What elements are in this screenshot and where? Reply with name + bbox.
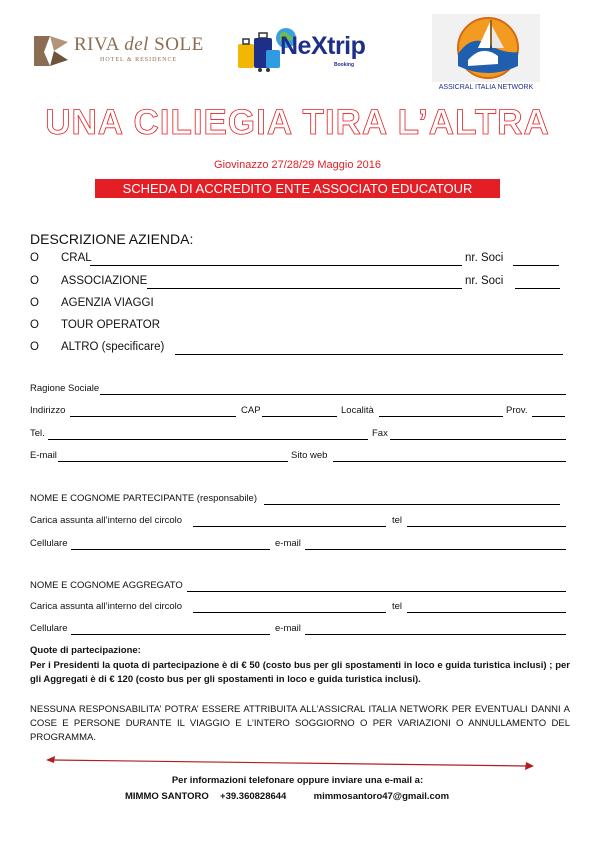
nextrip-logo-subtitle: Booking (334, 62, 354, 68)
contact-intro: Per informazioni telefonare oppure inviare una e-mail a: (171, 775, 424, 786)
riva-logo-subtitle: HOTEL & RESIDENCE (100, 57, 178, 63)
double-arrow-divider (46, 756, 534, 770)
participant-email-label: e-mail (275, 538, 301, 549)
sito-web-label: Sito web (291, 450, 328, 461)
aggregato-cellulare-field[interactable] (71, 634, 270, 635)
participant-carica-field[interactable] (193, 526, 386, 527)
riva-leaf-icon (30, 32, 70, 70)
fax-label: Fax (372, 428, 388, 439)
aggregato-cellulare-label: Cellulare (30, 623, 68, 634)
cral-soci-field[interactable] (513, 265, 559, 266)
tel-field[interactable] (48, 439, 368, 440)
form-banner: SCHEDA DI ACCREDITO ENTE ASSOCIATO EDUCATOUR (95, 179, 500, 198)
associazione-field[interactable] (147, 288, 462, 289)
prov-label: Prov. (506, 405, 528, 416)
cral-field[interactable] (90, 265, 462, 266)
contact-phone[interactable]: +39.360828644 (220, 791, 287, 802)
localita-label: Località (341, 405, 374, 416)
riva-logo-name: RIVA del SOLE (74, 34, 204, 55)
tel-label: Tel. (30, 428, 45, 439)
assicral-emblem (432, 14, 540, 82)
row-tel-fax (30, 428, 570, 442)
prov-field[interactable] (532, 416, 565, 417)
fax-field[interactable] (390, 439, 566, 440)
participant-name-field[interactable] (264, 504, 560, 505)
localita-field[interactable] (379, 416, 503, 417)
nextrip-logo-name: NeXtrip (280, 32, 366, 60)
row-aggregato-name (30, 580, 570, 594)
indirizzo-field[interactable] (70, 416, 236, 417)
email-field[interactable] (58, 461, 288, 462)
row-email-sito (30, 450, 570, 464)
row-participant-name (30, 493, 570, 507)
contact-email[interactable]: mimmosantoro47@gmail.com (313, 791, 450, 802)
option-label: AGENZIA VIAGGI (61, 297, 154, 309)
description-heading: DESCRIZIONE AZIENDA: (30, 231, 194, 247)
option-associazione[interactable] (30, 275, 570, 291)
option-cral[interactable] (30, 252, 570, 268)
indirizzo-label: Indirizzo (30, 405, 66, 416)
cap-label: CAP (241, 405, 261, 416)
participant-name-label: NOME E COGNOME PARTECIPANTE (responsabile) (30, 493, 257, 504)
associazione-soci-field[interactable] (515, 288, 560, 289)
row-aggregato-carica (30, 601, 570, 615)
option-agenzia-viaggi[interactable] (30, 297, 570, 313)
option-suffix: nr. Soci (465, 275, 504, 287)
row-aggregato-cellulare (30, 623, 570, 637)
participant-cellulare-label: Cellulare (30, 538, 68, 549)
aggregato-name-field[interactable] (187, 591, 566, 592)
contact-name: MIMMO SANTORO (125, 791, 209, 802)
option-bullet: O (30, 252, 39, 264)
option-label: TOUR OPERATOR (61, 319, 161, 331)
row-ragione-sociale (30, 383, 570, 397)
option-bullet: O (30, 341, 39, 353)
assicral-caption: ASSICRAL ITALIA NETWORK (438, 84, 534, 91)
row-indirizzo (30, 405, 570, 419)
participant-carica-label: Carica assunta all’interno del circolo (30, 515, 183, 526)
aggregato-carica-label: Carica assunta all’interno del circolo (30, 601, 183, 612)
participant-tel-label: tel (392, 515, 403, 526)
participant-cellulare-field[interactable] (71, 549, 270, 550)
ragione-sociale-field[interactable] (100, 394, 566, 395)
row-participant-cellulare (30, 538, 570, 552)
aggregato-email-field[interactable] (305, 634, 566, 635)
option-altro[interactable] (30, 341, 570, 357)
option-bullet: O (30, 319, 39, 331)
sito-web-field[interactable] (333, 461, 566, 462)
option-label: CRAL (61, 252, 92, 264)
aggregato-tel-label: tel (392, 601, 403, 612)
altro-field[interactable] (175, 354, 563, 355)
option-bullet: O (30, 297, 39, 309)
aggregato-name-label: NOME E COGNOME AGGREGATO (30, 580, 183, 591)
option-label: ASSOCIAZIONE (61, 275, 148, 287)
aggregato-tel-field[interactable] (407, 612, 566, 613)
row-participant-carica (30, 515, 570, 529)
ragione-sociale-label: Ragione Sociale (30, 383, 100, 394)
nextrip-logo (236, 26, 386, 76)
participant-email-field[interactable] (305, 549, 566, 550)
event-date: Giovinazzo 27/28/29 Maggio 2016 (214, 159, 381, 171)
assicral-logo (430, 14, 540, 96)
option-bullet: O (30, 275, 39, 287)
option-tour-operator[interactable] (30, 319, 570, 335)
contact-line (125, 791, 449, 802)
riva-del-sole-logo (30, 30, 210, 74)
participant-tel-field[interactable] (407, 526, 566, 527)
disclaimer: NESSUNA RESPONSABILITA’ POTRA’ ESSERE ATTRIBUITA ALL’ASSICRAL ITALIA NETWORK PER EVENTUALI DANNI A COSE E PERSONE DURANTE IL VIAGGIO E L’INTERO SOGGIORNO O PER VARIAZIONI O ANNULLAMENTO DEL PROGRAMMA. (30, 704, 570, 743)
option-suffix: nr. Soci (465, 252, 504, 264)
aggregato-carica-field[interactable] (193, 612, 386, 613)
option-label: ALTRO (specificare) (61, 341, 165, 353)
aggregato-email-label: e-mail (275, 623, 301, 634)
fees-text: Per i Presidenti la quota di partecipazione è di € 50 (costo bus per gli spostamenti in loco e guida turistica inclusi) ; per gli Aggregati è di € 120 (costo bus per gli spostamenti in loco e guida turistica inclusi). (30, 660, 570, 685)
cap-field[interactable] (262, 416, 337, 417)
fees-heading: Quote di partecipazione: (30, 645, 141, 656)
page-title: UNA CILIEGIA TIRA L’ALTRA (45, 103, 550, 142)
sailboat-globe-icon (432, 14, 540, 82)
email-label: E-mail (30, 450, 57, 461)
